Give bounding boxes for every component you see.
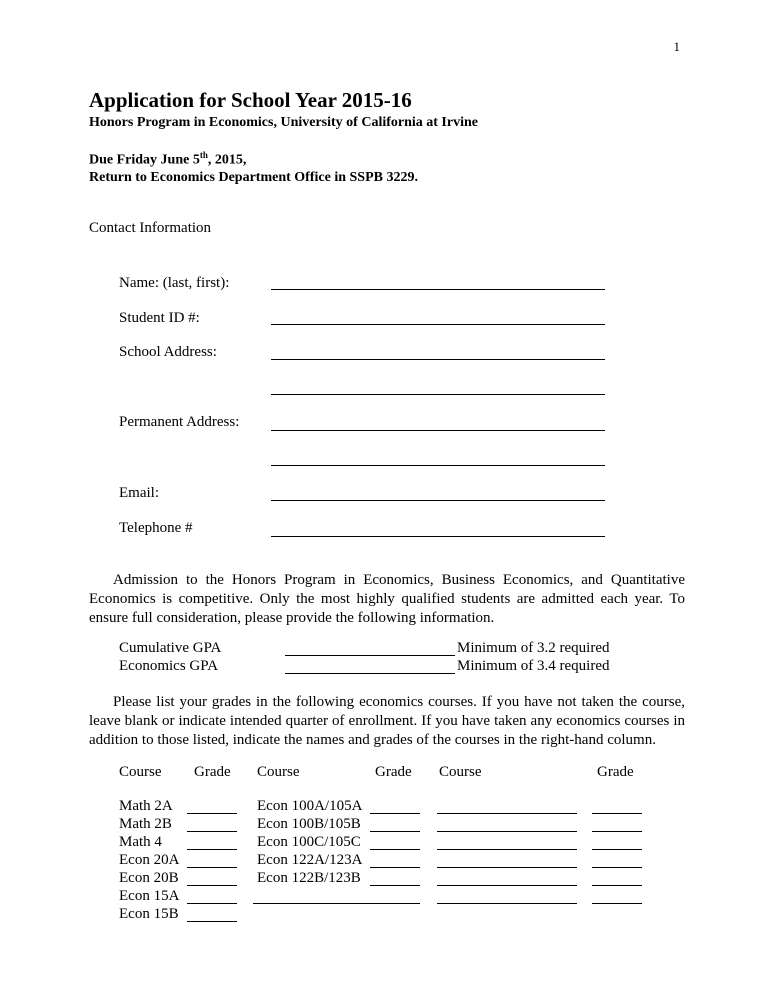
course-math-2b: Math 2B [119, 816, 172, 832]
grade-field-econ-122b-123b[interactable] [370, 885, 420, 886]
grade-header-2: Grade [375, 764, 412, 780]
name-label: Name: (last, first): [119, 275, 230, 291]
due-date-year: , 2015, [207, 152, 247, 168]
grade-field-econ-15b[interactable] [187, 921, 237, 922]
permanent-address-field[interactable] [271, 430, 605, 431]
cumulative-gpa-field[interactable] [285, 655, 455, 656]
additional-course-name-field[interactable] [437, 867, 577, 868]
course-econ-15a: Econ 15A [119, 888, 180, 904]
course-math-2a: Math 2A [119, 798, 173, 814]
economics-gpa-field[interactable] [285, 673, 455, 674]
course-econ-100c-105c: Econ 100C/105C [257, 834, 361, 850]
grade-field-econ-100c-105c[interactable] [370, 849, 420, 850]
admission-paragraph: Admission to the Honors Program in Economics, Business Economics, and Quantitative Economics is competitive. Only the most highly qualified students are admitted each year. To ensure full consideration, please provide the following information. [89, 572, 685, 626]
cumulative-gpa-requirement: Minimum of 3.2 required [457, 640, 610, 656]
grade-field-econ-20a[interactable] [187, 867, 237, 868]
grade-field-econ-20b[interactable] [187, 885, 237, 886]
additional-course-name-field[interactable] [437, 885, 577, 886]
due-notice [89, 147, 418, 186]
school-address-field-line2[interactable] [271, 394, 605, 395]
contact-section-heading: Contact Information [89, 220, 212, 236]
student-id-field[interactable] [271, 324, 605, 325]
additional-course-name-field[interactable] [437, 903, 577, 904]
email-field[interactable] [271, 500, 605, 501]
cumulative-gpa-label: Cumulative GPA [119, 640, 222, 656]
telephone-label: Telephone # [119, 520, 193, 536]
grade-header-3: Grade [597, 764, 634, 780]
course-econ-15b: Econ 15B [119, 906, 179, 922]
name-field[interactable] [271, 289, 605, 290]
course-econ-100a-105a: Econ 100A/105A [257, 798, 363, 814]
additional-course-name-field[interactable] [437, 831, 577, 832]
grade-field-econ-100a-105a[interactable] [370, 813, 420, 814]
due-date-ordinal: th [199, 150, 208, 160]
grades-paragraph: Please list your grades in the following economics courses. If you have not taken the course, leave blank or indicate intended quarter of enrollment. If you have taken any economics courses in addition to those listed, indicate the names and grades of the courses in the right-hand column. [89, 694, 685, 748]
school-address-label: School Address: [119, 344, 217, 360]
return-location-line: Return to Economics Department Office in SSPB 3229. [89, 169, 418, 185]
additional-course-grade-field[interactable] [592, 831, 642, 832]
additional-course-name-field[interactable] [437, 849, 577, 850]
additional-course-grade-field[interactable] [592, 867, 642, 868]
telephone-field[interactable] [271, 536, 605, 537]
additional-course-grade-field[interactable] [592, 813, 642, 814]
grade-field-math-4[interactable] [187, 849, 237, 850]
due-date-line [89, 147, 418, 169]
additional-course-grade-field[interactable] [592, 885, 642, 886]
email-label: Email: [119, 485, 159, 501]
page-number: 1 [673, 39, 680, 54]
additional-course-grade-field[interactable] [592, 903, 642, 904]
additional-course-field-col2[interactable] [253, 903, 420, 904]
course-header-3: Course [439, 764, 482, 780]
grade-field-math-2b[interactable] [187, 831, 237, 832]
due-date-text: Due Friday June 5 [89, 152, 200, 168]
course-econ-122a-123a: Econ 122A/123A [257, 852, 363, 868]
page-subtitle: Honors Program in Economics, University of California at Irvine [89, 115, 478, 130]
grade-header-1: Grade [194, 764, 231, 780]
student-id-label: Student ID #: [119, 310, 200, 326]
course-header-2: Course [257, 764, 300, 780]
grade-field-econ-100b-105b[interactable] [370, 831, 420, 832]
additional-course-name-field[interactable] [437, 813, 577, 814]
economics-gpa-requirement: Minimum of 3.4 required [457, 658, 610, 674]
course-econ-20b: Econ 20B [119, 870, 179, 886]
page-title: Application for School Year 2015-16 [89, 88, 412, 112]
additional-course-grade-field[interactable] [592, 849, 642, 850]
course-math-4: Math 4 [119, 834, 162, 850]
permanent-address-label: Permanent Address: [119, 414, 240, 430]
course-header-1: Course [119, 764, 162, 780]
grade-field-math-2a[interactable] [187, 813, 237, 814]
course-econ-20a: Econ 20A [119, 852, 180, 868]
course-econ-100b-105b: Econ 100B/105B [257, 816, 361, 832]
grade-field-econ-15a[interactable] [187, 903, 237, 904]
permanent-address-field-line2[interactable] [271, 465, 605, 466]
grade-field-econ-122a-123a[interactable] [370, 867, 420, 868]
course-econ-122b-123b: Econ 122B/123B [257, 870, 361, 886]
economics-gpa-label: Economics GPA [119, 658, 219, 674]
school-address-field[interactable] [271, 359, 605, 360]
